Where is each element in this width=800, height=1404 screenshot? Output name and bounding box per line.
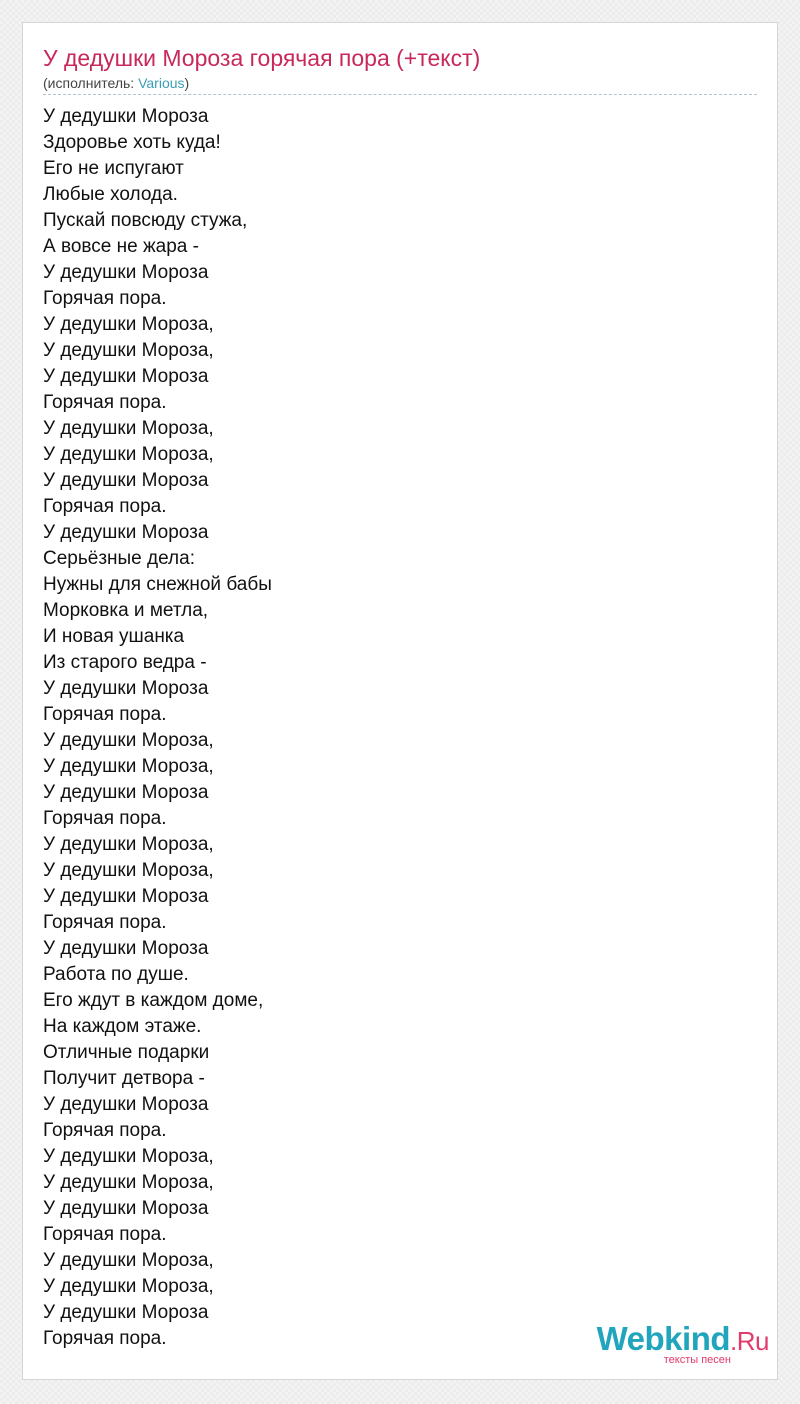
lyric-line: Нужны для снежной бабы: [43, 574, 272, 595]
lyric-line: У дедушки Мороза: [43, 522, 209, 543]
lyric-line: У дедушки Мороза,: [43, 444, 214, 465]
lyric-line: Горячая пора.: [43, 392, 167, 413]
logo-tagline: тексты песен: [663, 1354, 731, 1366]
lyric-line: У дедушки Мороза: [43, 1302, 209, 1323]
logo-name: Webkind: [596, 1320, 731, 1357]
lyric-line: А вовсе не жара -: [43, 236, 199, 257]
lyric-line: У дедушки Мороза,: [43, 418, 214, 439]
title-divider: [43, 94, 757, 95]
lyric-line: У дедушки Мороза,: [43, 834, 214, 855]
lyric-line: У дедушки Мороза: [43, 106, 209, 127]
lyric-line: У дедушки Мороза,: [43, 314, 214, 335]
lyric-line: У дедушки Мороза: [43, 678, 209, 699]
lyric-line: У дедушки Мороза,: [43, 730, 214, 751]
lyric-line: У дедушки Мороза,: [43, 756, 214, 777]
lyric-line: У дедушки Мороза: [43, 886, 209, 907]
lyric-line: Горячая пора.: [43, 288, 167, 309]
lyric-line: Горячая пора.: [43, 808, 167, 829]
artist-prefix: (исполнитель:: [43, 75, 139, 91]
lyric-line: Серьёзные дела:: [43, 548, 195, 569]
lyric-line: Горячая пора.: [43, 496, 167, 517]
lyric-line: У дедушки Мороза,: [43, 1172, 214, 1193]
lyric-line: Из старого ведра -: [43, 652, 207, 673]
lyrics-text: [43, 104, 272, 1352]
lyric-line: У дедушки Мороза,: [43, 1276, 214, 1297]
lyric-line: У дедушки Мороза: [43, 1094, 209, 1115]
lyric-line: У дедушки Мороза,: [43, 1146, 214, 1167]
lyric-line: У дедушки Мороза: [43, 938, 209, 959]
lyric-line: Работа по душе.: [43, 964, 189, 985]
site-logo[interactable]: [569, 1321, 769, 1367]
lyric-line: Его не испугают: [43, 158, 184, 179]
lyrics-card: [22, 22, 778, 1380]
lyric-line: Горячая пора.: [43, 912, 167, 933]
lyric-line: У дедушки Мороза: [43, 470, 209, 491]
artist-link[interactable]: Various: [138, 75, 185, 91]
lyric-line: У дедушки Мороза: [43, 782, 209, 803]
lyric-line: Пускай повсюду стужа,: [43, 210, 248, 231]
lyric-line: У дедушки Мороза: [43, 262, 209, 283]
lyric-line: У дедушки Мороза,: [43, 860, 214, 881]
page-title: У дедушки Мороза горячая пора (+текст): [43, 45, 481, 71]
lyric-line: На каждом этаже.: [43, 1016, 202, 1037]
lyric-line: Морковка и метла,: [43, 600, 209, 621]
lyric-line: Его ждут в каждом доме,: [43, 990, 264, 1011]
lyric-line: Горячая пора.: [43, 1328, 167, 1349]
artist-suffix: ): [184, 75, 190, 91]
lyric-line: Горячая пора.: [43, 1120, 167, 1141]
lyric-line: И новая ушанка: [43, 626, 185, 647]
lyric-line: У дедушки Мороза: [43, 366, 209, 387]
artist-line: [43, 73, 189, 93]
lyric-line: Любые холода.: [43, 184, 178, 205]
lyric-line: Горячая пора.: [43, 704, 167, 725]
logo-domain: .Ru: [730, 1326, 769, 1356]
lyric-line: У дедушки Мороза,: [43, 1250, 214, 1271]
lyric-line: У дедушки Мороза: [43, 1198, 209, 1219]
lyric-line: Горячая пора.: [43, 1224, 167, 1245]
lyric-line: Здоровье хоть куда!: [43, 132, 221, 153]
lyric-line: У дедушки Мороза,: [43, 340, 214, 361]
lyric-line: Отличные подарки: [43, 1042, 210, 1063]
lyric-line: Получит детвора -: [43, 1068, 205, 1089]
